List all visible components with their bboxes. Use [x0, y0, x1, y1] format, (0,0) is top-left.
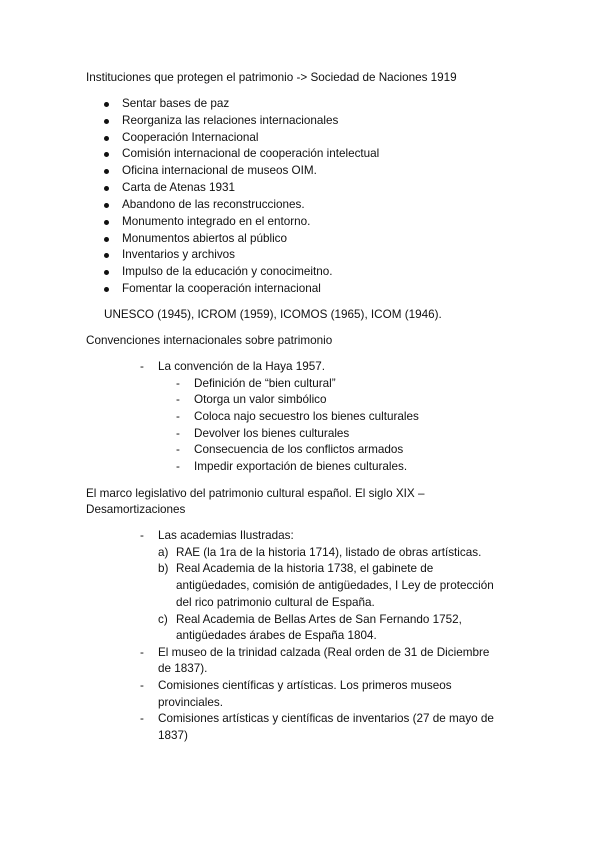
subitem-text: Definición de “bien cultural” [194, 377, 336, 390]
sub-text: Real Academia de la historia 1738, el gabinete de [176, 562, 434, 575]
section1-title: Instituciones que protegen el patrimonio -> Sociedad de Naciones 1919 [86, 71, 457, 84]
bullet-text: Monumento integrado en el entorno. [122, 215, 311, 228]
sub-text: antigüedades, comisión de antigüedades, I Ley de protección [176, 579, 494, 592]
academias-text: Las academias Ilustradas: [158, 529, 294, 542]
bullet-dot-icon [104, 287, 109, 292]
dash-marker: - [176, 443, 180, 456]
item-text: 1837) [158, 729, 188, 742]
dash-marker: - [140, 360, 144, 373]
bullet-dot-icon [104, 119, 109, 124]
bullet-dot-icon [104, 102, 109, 107]
dash-marker: - [176, 460, 180, 473]
sub-text: Real Academia de Bellas Artes de San Fernando 1752, [176, 613, 462, 626]
bullet-dot-icon [104, 237, 109, 242]
item-text: Comisiones artísticas y científicas de inventarios (27 de mayo de [158, 712, 494, 725]
bullet-dot-icon [104, 253, 109, 258]
dash-marker: - [140, 646, 144, 659]
item-text: Comisiones científicas y artísticas. Los primeros museos [158, 679, 452, 692]
item-text: provinciales. [158, 696, 223, 709]
dash-marker: - [140, 529, 144, 542]
bullet-text: Sentar bases de paz [122, 97, 230, 110]
section2-title: Convenciones internacionales sobre patrimonio [86, 334, 333, 347]
dash-marker: - [176, 427, 180, 440]
bullet-text: Carta de Atenas 1931 [122, 181, 236, 194]
sub-text: antigüedades árabes de España 1804. [176, 629, 377, 642]
bullet-text: Abandono de las reconstrucciones. [122, 198, 305, 211]
dash-marker: - [140, 712, 144, 725]
bullet-text: Impulso de la educación y conocimeitno. [122, 265, 333, 278]
bullet-text: Reorganiza las relaciones internacionales [122, 114, 339, 127]
convention-text: La convención de la Haya 1957. [158, 360, 325, 373]
item-text: de 1837). [158, 662, 208, 675]
dash-marker: - [176, 377, 180, 390]
bullet-dot-icon [104, 169, 109, 174]
bullet-dot-icon [104, 136, 109, 141]
bullet-text: Oficina internacional de museos OIM. [122, 164, 317, 177]
bullet-text: Cooperación Internacional [122, 131, 259, 144]
sub-label: b) [158, 562, 169, 575]
bullet-text: Comisión internacional de cooperación intelectual [122, 147, 380, 160]
bullet-text: Fomentar la cooperación internacional [122, 282, 321, 295]
subitem-text: Devolver los bienes culturales [194, 427, 350, 440]
bullet-text: Monumentos abiertos al público [122, 232, 288, 245]
organizations-line: UNESCO (1945), ICROM (1959), ICOMOS (1965), ICOM (1946). [104, 308, 442, 321]
item-text: El museo de la trinidad calzada (Real orden de 31 de Diciembre [158, 646, 490, 659]
subitem-text: Impedir exportación de bienes culturales. [194, 460, 408, 473]
sub-text: RAE (la 1ra de la historia 1714), listado de obras artísticas. [176, 546, 482, 559]
bullet-dot-icon [104, 203, 109, 208]
bullet-dot-icon [104, 152, 109, 157]
bullet-dot-icon [104, 186, 109, 191]
dash-marker: - [140, 679, 144, 692]
subitem-text: Consecuencia de los conflictos armados [194, 443, 404, 456]
dash-marker: - [176, 393, 180, 406]
section3-title-line2: Desamortizaciones [86, 503, 186, 516]
sub-label: a) [158, 546, 169, 559]
section3-title-line1: El marco legislativo del patrimonio cultural español. El siglo XIX – [86, 487, 425, 500]
sub-text: del rico patrimonio cultural de España. [176, 596, 375, 609]
bullet-text: Inventarios y archivos [122, 248, 236, 261]
bullet-dot-icon [104, 220, 109, 225]
sub-label: c) [158, 613, 168, 626]
subitem-text: Otorga un valor simbólico [194, 393, 327, 406]
bullet-dot-icon [104, 270, 109, 275]
dash-marker: - [176, 410, 180, 423]
subitem-text: Coloca najo secuestro los bienes culturales [194, 410, 419, 423]
